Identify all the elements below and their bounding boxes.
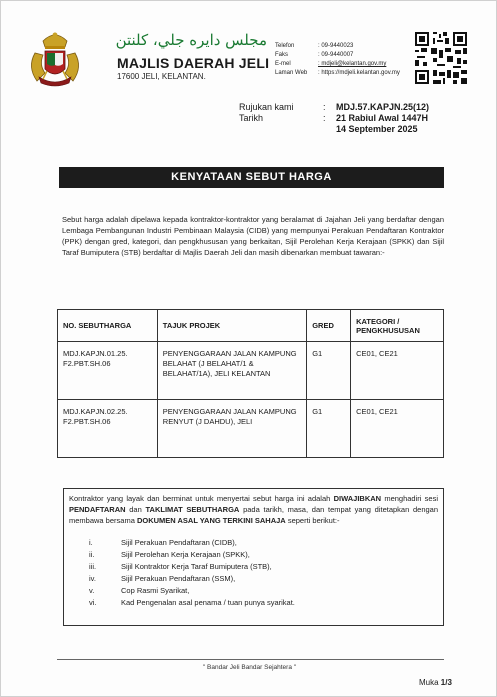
org-name-jawi: مجلس دايره جلي، كلنتن (115, 31, 267, 49)
contact-value: : 09-9440023 (318, 43, 354, 49)
table-row (58, 400, 444, 458)
document-title: KENYATAAN SEBUT HARGA (59, 167, 444, 188)
list-number: iii. (89, 562, 97, 571)
website-link[interactable]: : https://mdjeli.kelantan.gov.my (318, 70, 400, 76)
list-text: Kad Pengenalan asal penama / tuan punya syarikat. (121, 598, 295, 607)
cell-no: MDJ.KAPJN.02.25. F2.PBT.SH.06 (58, 400, 158, 458)
list-text: Sijil Perakuan Pendaftaran (CIDB), (121, 538, 237, 547)
cell-gred: G1 (307, 400, 351, 458)
cell-kategori: CE01, CE21 (351, 400, 444, 458)
requirements-box (63, 488, 444, 626)
org-address: 17600 JELI, KELANTAN. (117, 72, 206, 81)
req-bold: DOKUMEN ASAL YANG TERKINI SAHAJA (136, 516, 286, 525)
page-value: 1/3 (440, 678, 452, 687)
reference-block (239, 102, 429, 135)
header-kategori: KATEGORI / PENGKHUSUSAN (351, 310, 444, 342)
table-row (58, 342, 444, 400)
header-no-sebutharga: NO. SEBUTHARGA (58, 310, 158, 342)
intro-paragraph: Sebut harga adalah dipelawa kepada kontraktor-kontraktor yang beralamat di Jajahan Jeli yang berdaftar dengan Lembaga Pembangunan Industri Pembinaan Malaysia (CIDB) yang mempunyai Perakuan Pendaftaran Kontraktor (PPK) dengan gred, kategori, dan pengkhususan yang berkaitan, Sijil Perolehan Kerja Kerajaan (SPKK) dan Sijil Taraf Bumiputera (STB) berdaftar di Majlis Daerah Jeli dan masih dibenarkan membuat tawaran:- (62, 215, 444, 257)
contact-value: : 09-9440007 (318, 52, 354, 58)
list-text: Sijil Perolehan Kerja Kerajaan (SPKK), (121, 550, 250, 559)
req-text: menghadiri sesi (381, 494, 439, 503)
footer-divider (57, 659, 444, 660)
list-item (69, 573, 438, 584)
req-text: Kontraktor yang layak dan berminat untuk menyertai sebut harga ini adalah (69, 494, 334, 503)
contact-label: E-mel (275, 61, 291, 67)
req-text: dan (125, 505, 146, 514)
footer-motto: " Bandar Jeli Bandar Sejahtera " (202, 664, 297, 671)
list-item (69, 537, 438, 548)
date-gregorian: 14 September 2025 (336, 124, 418, 134)
contact-label: Telefon (275, 43, 295, 49)
list-item (69, 585, 438, 596)
date-row (239, 113, 429, 124)
date-label: Tarikh (239, 113, 264, 123)
contact-email (275, 60, 400, 69)
contact-info (275, 42, 400, 78)
date-row-gregorian (239, 124, 429, 135)
separator: : (323, 102, 326, 112)
contact-website (275, 69, 400, 78)
cell-kategori: CE01, CE21 (351, 342, 444, 400)
cell-gred: G1 (307, 342, 351, 400)
list-text: Sijil Perakuan Pendaftaran (SSM), (121, 574, 236, 583)
list-item (69, 561, 438, 572)
requirements-paragraph (69, 493, 438, 526)
quotation-table (57, 309, 444, 458)
table-header-row (58, 310, 444, 342)
list-number: vi. (89, 598, 97, 607)
contact-label: Laman Web (275, 70, 308, 76)
list-number: v. (89, 586, 95, 595)
reference-label: Rujukan kami (239, 102, 294, 112)
reference-number: MDJ.57.KAPJN.25(12) (336, 102, 430, 112)
header-tajuk-projek: TAJUK PROJEK (157, 310, 306, 342)
list-item (69, 597, 438, 608)
cell-tajuk: PENYENGGARAAN JALAN KAMPUNG BELAHAT (J BELAHAT/1 & BELAHAT/1A), JELI KELANTAN (157, 342, 306, 400)
document-list (69, 537, 438, 608)
list-text: Cop Rasmi Syarikat, (121, 586, 190, 595)
date-hijri: 21 Rabiul Awal 1447H (336, 113, 429, 123)
page-label: Muka (419, 678, 441, 687)
contact-label: Faks (275, 52, 289, 58)
list-number: i. (89, 538, 93, 547)
cell-no: MDJ.KAPJN.01.25. F2.PBT.SH.06 (58, 342, 158, 400)
req-bold: TAKLIMAT SEBUTHARGA (145, 505, 240, 514)
list-item (69, 549, 438, 560)
cell-tajuk: PENYENGGARAAN JALAN KAMPUNG RENYUT (J DAHDU), JELI (157, 400, 306, 458)
org-name: MAJLIS DAERAH JELI (117, 55, 270, 71)
contact-fax (275, 51, 400, 60)
header-gred: GRED (307, 310, 351, 342)
req-bold: PENDAFTARAN (69, 505, 126, 514)
separator: : (323, 113, 326, 123)
req-bold: DIWAJIBKAN (333, 494, 382, 503)
list-text: Sijil Kontraktor Kerja Taraf Bumiputera (STB), (121, 562, 272, 571)
majlis-crest-logo (23, 27, 87, 91)
req-text: seperti berikut:- (285, 516, 340, 525)
contact-phone (275, 42, 400, 51)
email-link[interactable]: : mdjeli@kelantan.gov.my (318, 61, 387, 67)
page-number (419, 678, 452, 687)
qr-code (415, 32, 467, 84)
list-number: ii. (89, 550, 95, 559)
req-text: pada tarikh, masa, dan tempat yang ditetapkan dengan membawa bersama (69, 505, 439, 525)
list-number: iv. (89, 574, 96, 583)
reference-row (239, 102, 429, 113)
